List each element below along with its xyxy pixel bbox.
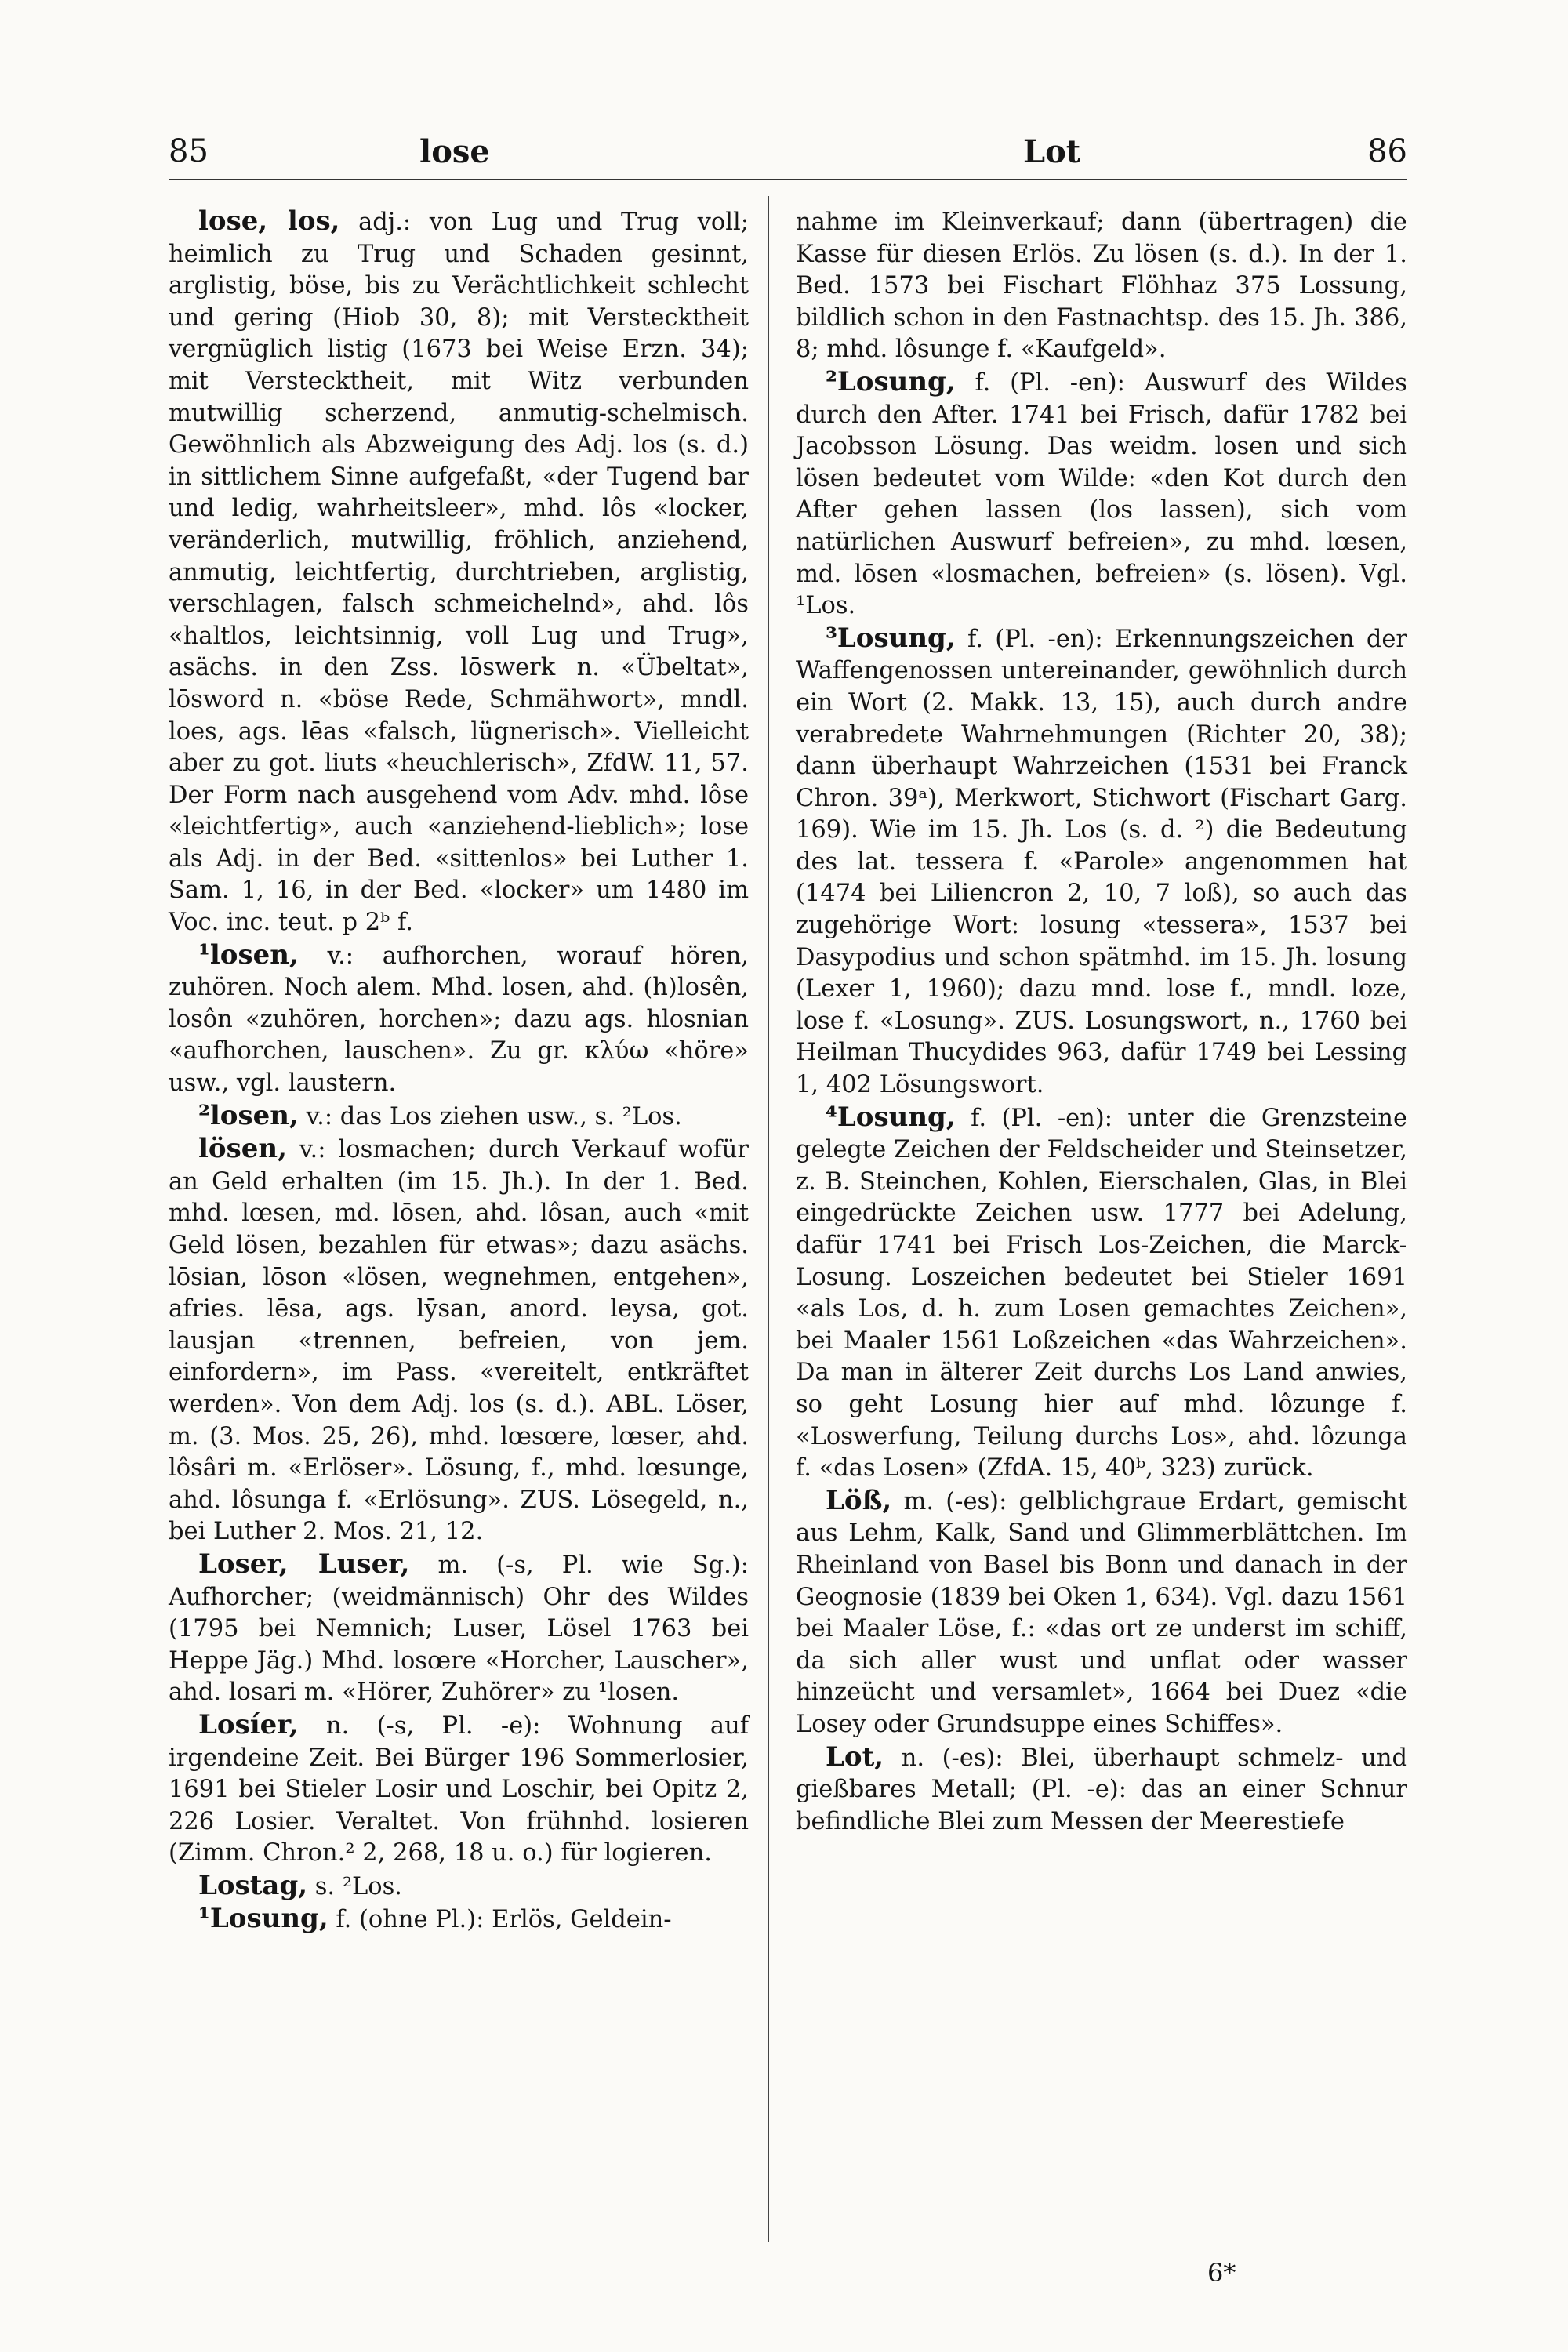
page-number-left: 85: [169, 133, 209, 169]
entry-lemma: ³Losung,: [826, 622, 956, 654]
dictionary-entry-continuation: [796, 205, 1407, 366]
dictionary-entry: [796, 1485, 1407, 1741]
entry-text: f. (ohne Pl.): Erlös, Geldein-: [328, 1906, 672, 1934]
dictionary-entry: [796, 1741, 1407, 1838]
page-header: [169, 133, 1407, 180]
entry-text: n. (-s, Pl. -e): Wohnung auf irgendeine Zeit. Bei Bürger 196 Sommerlosier, 1691 bei Stieler Losir und Loschir, bei Opitz 2, 226 Losier. Veraltet. Von frühnhd. losieren (Zimm. Chron.² 2, 268, 18 u. o.) für logieren.: [169, 1711, 749, 1867]
dictionary-entry: [169, 1709, 749, 1870]
entry-lemma: Löß,: [826, 1484, 892, 1516]
dictionary-entry: [169, 1903, 749, 1936]
running-headword-right: Lot: [1023, 133, 1081, 170]
header-rule: [169, 179, 1407, 180]
dictionary-entry: [796, 366, 1407, 622]
dictionary-entry: [796, 622, 1407, 1102]
entry-text: f. (Pl. -en): unter die Grenzsteine gelegte Zeichen der Feldscheider und Steinsetzer, z. B. Steinchen, Kohlen, Eierschalen, Glas, in Blei eingedrückte Zeichen usw. 1777 bei Adelung, dafür 1741 bei Frisch Los-Zeichen, die Marck-Losung. Loszeichen bedeutet bei Stieler 1691 «als Los, d. h. zum Losen gemachtes Zeichen», bei Maaler 1561 Loßzeichen «das Wahrzeichen». Da man in älterer Zeit durchs Los Land anwies, so geht Losung hier auf mhd. lôzunge f. «Loswerfung, Teilung durchs Los», ahd. lôzunga f. «das Losen» (ZfdA. 15, 40ᵇ, 323) zurück.: [796, 1104, 1407, 1483]
entry-text: v.: aufhorchen, worauf hören, zuhören. Noch alem. Mhd. losen, ahd. (h)losên, losôn «zuhören, horchen»; dazu ags. hlosnian «aufhorchen, lauschen». Zu gr. κλύω «höre» usw., vgl. laustern.: [169, 942, 749, 1098]
entry-text: n. (-es): Blei, überhaupt schmelz- und gießbares Metall; (Pl. -e): das an einer Schnur befindliche Blei zum Messen der Meerestiefe: [796, 1744, 1407, 1835]
entry-text: m. (-s, Pl. wie Sg.): Aufhorcher; (weidmännisch) Ohr des Wildes (1795 bei Nemnich; Luser, Lösel 1763 bei Heppe Jäg.) Mhd. losœre «Horcher, Lauscher», ahd. losari m. «Hörer, Zuhörer» zu ¹losen.: [169, 1551, 749, 1707]
entry-text: adj.: von Lug und Trug voll; heimlich zu Trug und Schaden gesinnt, arglistig, böse, bis zu Verächtlichkeit schlecht und gering (Hiob 30, 8); mit Verstecktheit vergnüglich listig (1673 bei Weise Erzn. 34); mit Verstecktheit, mit Witz verbunden mutwillig scherzend, anmutig-schelmisch. Gewöhnlich als Abzweigung des Adj. los (s. d.) in sittlichem Sinne aufgefaßt, «der Tugend bar und ledig, wahrheitsleer», mhd. lôs «locker, veränderlich, mutwillig, fröhlich, anziehend, anmutig, leichtfertig, durchtrieben, arglistig, verschlagen, falsch schmeichelnd», ahd. lôs «haltlos, leichtsinnig, voll Lug und Trug», asächs. in den Zss. lōswerk n. «Übeltat», lōsword n. «böse Rede, Schmähwort», mndl. loes, ags. lēas «falsch, lügnerisch». Vielleicht aber zu got. liuts «heuchlerisch», ZfdW. 11, 57. Der Form nach ausgehend vom Adv. mhd. lôse «leichtfertig», auch «anziehend-lieblich»; lose als Adj. in der Bed. «sittenlos» bei Luther 1. Sam. 1, 16, in der Bed. «locker» um 1480 im Voc. inc. teut. p 2ᵇ f.: [169, 209, 749, 937]
entry-text: m. (-es): gelblichgraue Erdart, gemischt aus Lehm, Kalk, Sand und Glimmerblättchen. Im Rheinland von Basel bis Bonn und danach in der Geognosie (1839 bei Oken 1, 634). Vgl. dazu 1561 bei Maaler Löse, f.: «das ort ze underst im schiff, da sich aller wust und unflat oder wasser hinzeücht und versamlet», 1664 bei Duez «die Losey oder Grundsuppe eines Schiffes».: [796, 1487, 1407, 1738]
column-divider: [768, 196, 769, 2242]
entry-lemma: lösen,: [198, 1133, 287, 1165]
entry-text: s. ²Los.: [307, 1872, 403, 1900]
signature-mark: 6*: [1207, 2258, 1236, 2288]
dictionary-entry: [169, 939, 749, 1100]
entry-text: f. (Pl. -en): Auswurf des Wildes durch den After. 1741 bei Frisch, dafür 1782 bei Jacobsson Lösung. Das weidm. losen und sich lösen bedeutet vom Wilde: «den Kot durch den After gehen lassen (los lassen), sich vom natürlichen Auswurf befreien», zu mhd. lœsen, md. lōsen «losmachen, befreien» (s. lösen). Vgl. ¹Los.: [796, 368, 1407, 620]
entry-text: v.: das Los ziehen usw., s. ²Los.: [298, 1102, 682, 1131]
entry-lemma: ²Losung,: [826, 365, 956, 397]
entry-lemma: Lostag,: [198, 1869, 308, 1901]
entry-lemma: Lot,: [826, 1740, 884, 1773]
entry-lemma: Loser, Luser,: [198, 1548, 410, 1580]
dictionary-entry: [169, 1870, 749, 1904]
entry-text: nahme im Kleinverkauf; dann (übertragen) die Kasse für diesen Erlös. Zu lösen (s. d.). In der 1. Bed. 1573 bei Fischart Flöhhaz 375 Lossung, bildlich schon in den Fastnachtsp. des 15. Jh. 386, 8; mhd. lôsunge f. «Kaufgeld».: [796, 209, 1407, 364]
entry-lemma: ²losen,: [198, 1099, 299, 1131]
entry-lemma: ⁴Losung,: [826, 1101, 956, 1133]
right-column: [796, 205, 1407, 1838]
entry-lemma: ¹Losung,: [198, 1903, 328, 1935]
page-number-right: 86: [1367, 133, 1407, 169]
entry-text: f. (Pl. -en): Erkennungszeichen der Waffengenossen untereinander, gewöhnlich durch ein Wort (2. Makk. 13, 15), auch durch andre verabredete Wahrnehmungen (Richter 20, 38); dann überhaupt Wahrzeichen (1531 bei Franck Chron. 39ᵃ), Merkwort, Stichwort (Fischart Garg. 169). Wie im 15. Jh. Los (s. d. ²) die Bedeutung des lat. tessera f. «Parole» angenommen hat (1474 bei Liliencron 2, 10, 7 loß), so auch das zugehörige Wort: losung «tessera», 1537 bei Dasypodius und schon spätmhd. im 15. Jh. losung (Lexer 1, 1960); dazu mnd. lose f., mndl. loze, lose f. «Losung». ZUS. Losungswort, n., 1760 bei Heilman Thucydides 963, dafür 1749 bei Lessing 1, 402 Lösungswort.: [796, 625, 1407, 1099]
dictionary-entry: [796, 1102, 1407, 1485]
entry-lemma: lose, los,: [198, 205, 340, 237]
dictionary-entry: [169, 1133, 749, 1548]
running-headword-left: lose: [419, 133, 490, 170]
dictionary-entry: [169, 1548, 749, 1709]
dictionary-entry: [169, 205, 749, 939]
dictionary-entry: [169, 1100, 749, 1134]
left-column: [169, 205, 749, 1936]
entry-lemma: ¹losen,: [198, 938, 299, 971]
entry-text: v.: losmachen; durch Verkauf wofür an Geld erhalten (im 15. Jh.). In der 1. Bed. mhd. lœsen, md. lōsen, ahd. lôsan, auch «mit Geld lösen, bezahlen für etwas»; dazu asächs. lōsian, lōson «lösen, wegnehmen, entgehen», afries. lēsa, ags. lȳsan, anord. leysa, got. lausjan «trennen, befreien, von jem. einfordern», im Pass. «vereitelt, entkräftet werden». Von dem Adj. los (s. d.). ABL. Löser, m. (3. Mos. 25, 26), mhd. lœsœre, lœser, ahd. lôsâri m. «Erlöser». Lösung, f., mhd. lœsunge, ahd. lôsunga f. «Erlösung». ZUS. Lösegeld, n., bei Luther 2. Mos. 21, 12.: [169, 1136, 749, 1546]
entry-lemma: Losíer,: [198, 1708, 299, 1740]
